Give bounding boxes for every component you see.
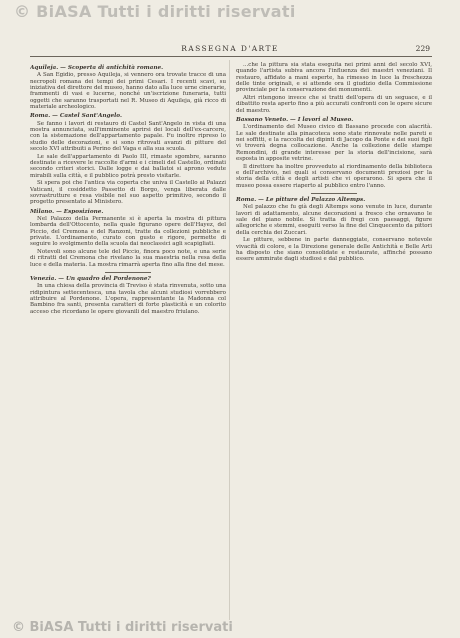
section [236, 197, 432, 203]
paragraph: L'ordinamento del Museo civico di Bassano procede con alacrità. Le sale destinate alla pinacoteca sono state rinnovate nelle pareti e nei soffitti, e la raccolta dei dipinti di Jacopo da Ponte e dei suoi figli vi troverà degna collocazione. Anche la collezione delle stampe Remondini, di grande interesse per la storia dell'incisione, sarà esposta in apposite vetrine. [236, 124, 432, 162]
watermark-top: © BiASA Tutti i diritti riservati [14, 2, 296, 21]
paragraph: Altri ritengono invece che si tratti dell'opera di un seguace, e il dibattito resta aperto fino a più accurati confronti con le opere sicure del maestro. [236, 94, 432, 114]
section-heading: Aquileja. — Scoperta di antichità romane. [30, 65, 164, 71]
section-separator [105, 272, 151, 273]
paragraph: Se fanno i lavori di restauro di Castel Sant'Angelo in vista di una mostra annunciata, sull'imminente aprirsi dei locali dell'ex-carcere, con la sistemazione dell'appartamento papale. Fu inoltre ripreso lo studio delle decorazioni, e si sono ritrovati avanzi di pitture del secolo XVI attribuiti a Perino del Vaga e alla sua scuola. [30, 120, 226, 153]
paragraph: Nel Palazzo della Permanente si è aperta la mostra di pittura lombarda dell'Ottocento, nella quale figurano opere dell'Hayez, del Piccio, del Cremona e del Ranzoni, tratte da collezioni pubbliche e private. L'ordinamento, curato con gusto e rigore, permette di seguire lo svolgimento della scuola dai neoclassici agli scapigliati. [30, 215, 226, 248]
section-heading: Roma. — Le pitture del Palazzo Altemps. [236, 196, 366, 203]
paragraph: Notevoli sono alcune tele del Piccio, finora poco note, e una serie di ritratti del Cremona che rivelano la sua maestria nella resa della luce e della materia. La mostra rimarrà aperta fino alla fine del mese. [30, 248, 226, 268]
section-heading: Venezia. — Un quadro del Pordenone? [30, 275, 151, 282]
section-heading: Milano. — Esposizione. [30, 208, 104, 215]
section [30, 209, 226, 215]
page-number: 229 [415, 44, 430, 53]
section [30, 113, 226, 119]
paragraph: Le sale dell'appartamento di Paolo III, rimaste sgombre, saranno destinate a ricevere le raccolte d'armi e i cimeli del Castello, ordinati secondo criteri storici. Dalle logge e dai ballatoi si aprono vedute mirabili sulla città, e il pubblico potrà presto visitarle. [30, 153, 226, 179]
right-column [236, 62, 432, 617]
page-header: RASSEGNA D'ARTE [181, 44, 279, 53]
paragraph: A San Egidio, presso Aquileja, si vennero ora trovate tracce di una necropoli romana dei tempi dei primi Cesari. I recenti scavi, su iniziativa del direttore del museo, hanno dato alla luce urne cinerarie, frammenti di vasi e lucerne, nonché un'iscrizione funeraria, tutti oggetti che saranno trasportati nel R. Museo di Aquileja, già ricco di materiale archeologico. [30, 72, 226, 111]
header-rule [30, 56, 432, 57]
paragraph: ...che la pittura sia stata eseguita nei primi anni del secolo XVI, quando l'artista subiva ancora l'influenza dei maestri veneziani. Il restauro, affidato a mani esperte, ha rimesso in luce la freschezza delle tinte originali, e si attende ora il giudizio della Commissione provinciale per la conservazione dei monumenti. [236, 62, 432, 94]
section-separator [311, 193, 357, 194]
section [236, 117, 432, 123]
section-heading: Roma. — Castel Sant'Angelo. [30, 113, 122, 120]
section [30, 65, 226, 71]
watermark-bottom: © BiASA Tutti i diritti riservati [12, 620, 233, 635]
left-column [30, 62, 226, 617]
paragraph: Il direttore ha inoltre provveduto al riordinamento della biblioteca e dell'archivio, nei quali si conservano documenti preziosi per la storia della città e degli artisti che vi operarono. Si spera che il museo possa essere riaperto al pubblico entro l'anno. [236, 163, 432, 189]
page-fold [229, 60, 230, 620]
section [30, 276, 226, 282]
paragraph: Le pitture, sebbene in parte danneggiate, conservano notevole vivacità di colore, e la Direzione generale delle Antichità e Belle Arti ha disposto che siano consolidate e restaurate, affinché possano essere ammirate dagli studiosi e dal pubblico. [236, 237, 432, 263]
section-heading: Bassano Veneto. — I lavori al Museo. [236, 116, 354, 123]
paragraph: In una chiesa della provincia di Treviso è stata rinvenuta, sotto una ridipintura settecentesca, una tavola che alcuni studiosi vorrebbero attribuire al Pordenone. L'opera, rappresentante la Madonna col Bambino fra santi, presenta caratteri di forte plasticità e un colorito acceso che ricordano le opere giovanili del maestro friulano. [30, 283, 226, 315]
paragraph: Nel palazzo che fu già degli Altemps sono venute in luce, durante lavori di adattamento, alcune decorazioni a fresco che ornavano le sale del piano nobile. Si tratta di fregi con paesaggi, figure allegoriche e stemmi, eseguiti verso la fine del Cinquecento da pittori della cerchia dei Zuccari. [236, 204, 432, 236]
paragraph: Si spera poi che l'antica via coperta che univa il Castello ai Palazzi Vaticani, il cosiddetto Passetto di Borgo, venga liberata dalle sovrastrutture e resa visibile nel suo aspetto primitivo, secondo il progetto presentato al Ministero. [30, 180, 226, 206]
